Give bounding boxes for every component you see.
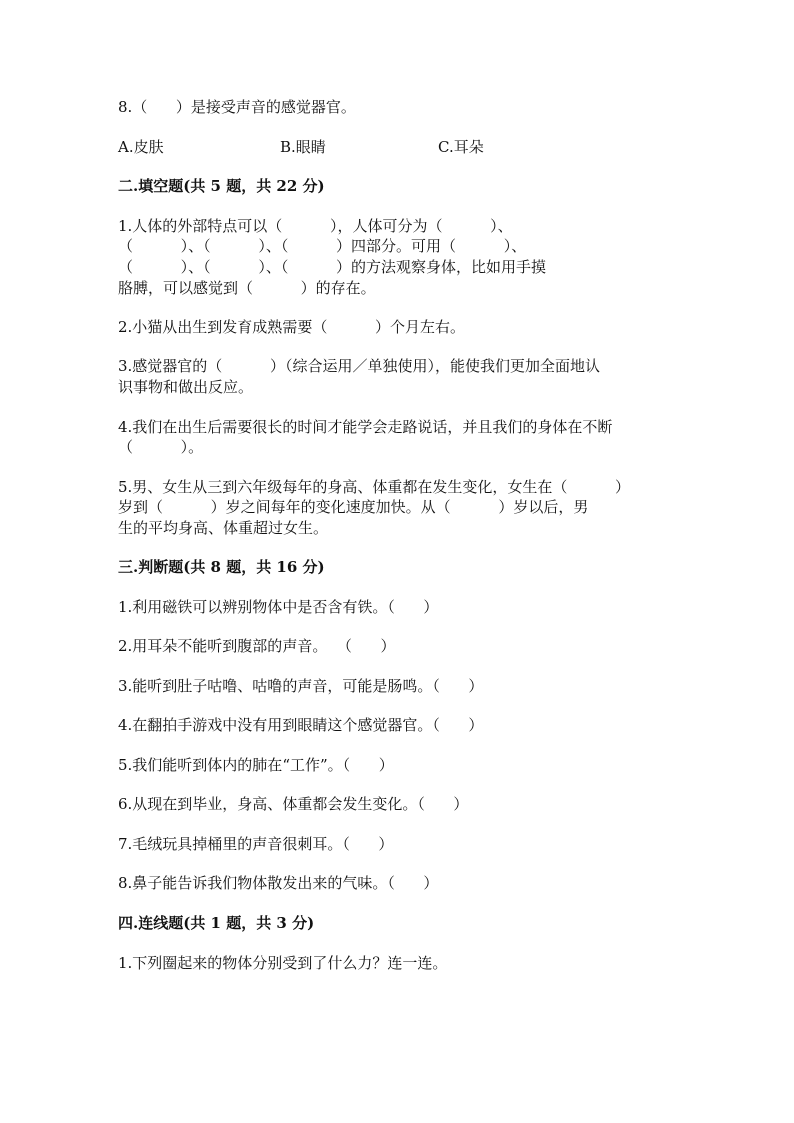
section-3-heading: 三.判断题(共 8 题，共 16 分)	[118, 558, 325, 576]
judge-q1: 1.利用磁铁可以辨别物体中是否含有铁。（ ）	[118, 598, 439, 616]
judge-q6: 6.从现在到毕业，身高、体重都会发生变化。（ ）	[118, 795, 469, 813]
fill-q5-line-3: 生的平均身高、体重超过女生。	[118, 519, 329, 537]
fill-q5-line-2: 岁到（ ）岁之间每年的变化速度加快。从（ ）岁以后，男	[118, 498, 589, 516]
fill-q1-line-4: 胳膊，可以感觉到（ ）的存在。	[118, 279, 376, 297]
question-8-stem: 8.（ ）是接受声音的感觉器官。	[118, 98, 356, 116]
judge-q8: 8.鼻子能告诉我们物体散发出来的气味。（ ）	[118, 874, 439, 892]
judge-q2: 2.用耳朵不能听到腹部的声音。 （ ）	[118, 637, 396, 655]
fill-q4-line-2: （ ）。	[118, 438, 204, 456]
match-q1: 1.下列圈起来的物体分别受到了什么力？连一连。	[118, 954, 448, 972]
fill-q5-line-1: 5.男、女生从三到六年级每年的身高、体重都在发生变化，女生在（ ）	[118, 478, 630, 496]
fill-q3-line-1: 3.感觉器官的（ ）（综合运用／单独使用），能使我们更加全面地认	[118, 357, 600, 375]
section-2-heading: 二.填空题(共 5 题，共 22 分)	[118, 177, 325, 195]
fill-q3-line-2: 识事物和做出反应。	[118, 378, 254, 396]
judge-q5: 5.我们能听到体内的肺在“工作”。（ ）	[118, 756, 394, 774]
section-4-heading: 四.连线题(共 1 题，共 3 分)	[118, 914, 315, 932]
judge-q3: 3.能听到肚子咕噜、咕噜的声音，可能是肠鸣。（ ）	[118, 677, 484, 695]
question-8-option-b: B.眼睛	[280, 138, 326, 156]
question-8-option-a: A.皮肤	[118, 138, 164, 156]
judge-q7: 7.毛绒玩具掉桶里的声音很刺耳。（ ）	[118, 835, 394, 853]
fill-q1-line-1: 1.人体的外部特点可以（ ），人体可分为（ ）、	[118, 217, 513, 235]
judge-q4: 4.在翻拍手游戏中没有用到眼睛这个感觉器官。（ ）	[118, 716, 484, 734]
fill-q4-line-1: 4.我们在出生后需要很长的时间才能学会走路说话，并且我们的身体在不断	[118, 418, 613, 436]
question-8-option-c: C.耳朵	[438, 138, 484, 156]
fill-q1-line-3: （ ）、（ ）、（ ）的方法观察身体，比如用手摸	[118, 258, 547, 276]
fill-q2: 2.小猫从出生到发育成熟需要（ ）个月左右。	[118, 318, 465, 336]
fill-q1-line-2: （ ）、（ ）、（ ）四部分。可用（ ）、	[118, 237, 527, 255]
